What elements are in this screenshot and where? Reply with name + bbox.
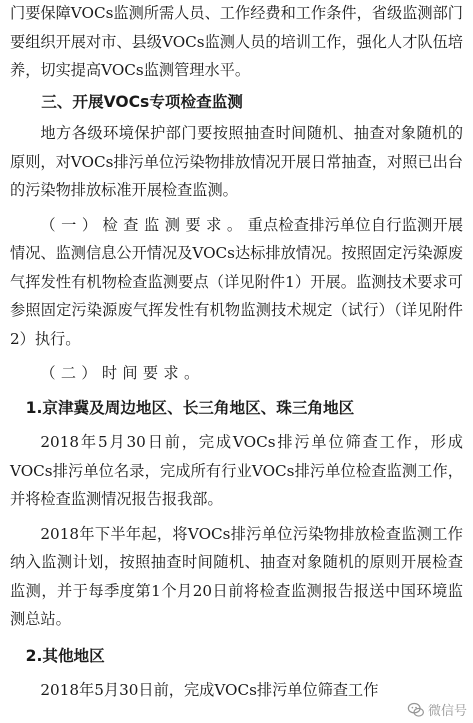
section-heading-3: 三、开展VOCs专项检查监测 [41, 92, 243, 111]
region-heading-1: 1.京津冀及周边地区、长三角地区、珠三角地区 [25, 398, 355, 417]
wechat-icon [407, 701, 425, 719]
watermark-label: 微信号 [427, 704, 467, 719]
paragraph-second-half-2018: 2018年下半年起，将VOCs排污单位污染物排放检查监测工作纳入监测计划，按照抽查时间随机、抽查对象随机的原则开展检查监测，并于每季度第1个月20日前将检查监测报告报送中国环境监测总站。 [10, 524, 463, 628]
inspection-requirements-body: 重点检查排污单位自行监测开展情况、监测信息公开情况及VOCs达标排放情况。按照固定污染源废气挥发性有机物检查监测要点（详见附件1）开展。监测技术要求可参照固定污染源废气挥发性有机物监测技术规定（试行）（详见附件2）执行。 [10, 215, 464, 348]
subsection-label-2 [0, 359, 473, 388]
watermark [407, 700, 467, 719]
paragraph-deadline-other-regions: 2018年5月30日前，完成VOCs排污单位筛查工作 [40, 681, 379, 699]
paragraph-deadline-key-regions: 2018年5月30日前，完成VOCs排污单位筛查工作，形成VOCs排污单位名录，完成所有行业VOCs排污单位检查监测工作，并将检查监测情况报告报我部。 [10, 433, 463, 508]
region-heading-2: 2.其他地区 [25, 646, 105, 665]
paragraph-random-inspection: 地方各级环境保护部门要按照抽查时间随机、抽查对象随机的原则，对VOCs排污单位污染物排放情况开展日常抽查，对照已出台的污染物排放标准开展检查监测。 [10, 124, 463, 199]
paragraph-inspection-requirements [0, 211, 473, 354]
paragraph-continuation: 门要保障VOCs监测所需人员、工作经费和工作条件，省级监测部门要组织开展对市、县级VOCs监测人员的培训工作，强化人才队伍培养，切实提高VOCs监测管理水平。 [10, 4, 463, 79]
subsection-label-1: （一）检查监测要求。 [40, 215, 248, 234]
time-requirements-label: （二）时间要求。 [40, 364, 205, 382]
